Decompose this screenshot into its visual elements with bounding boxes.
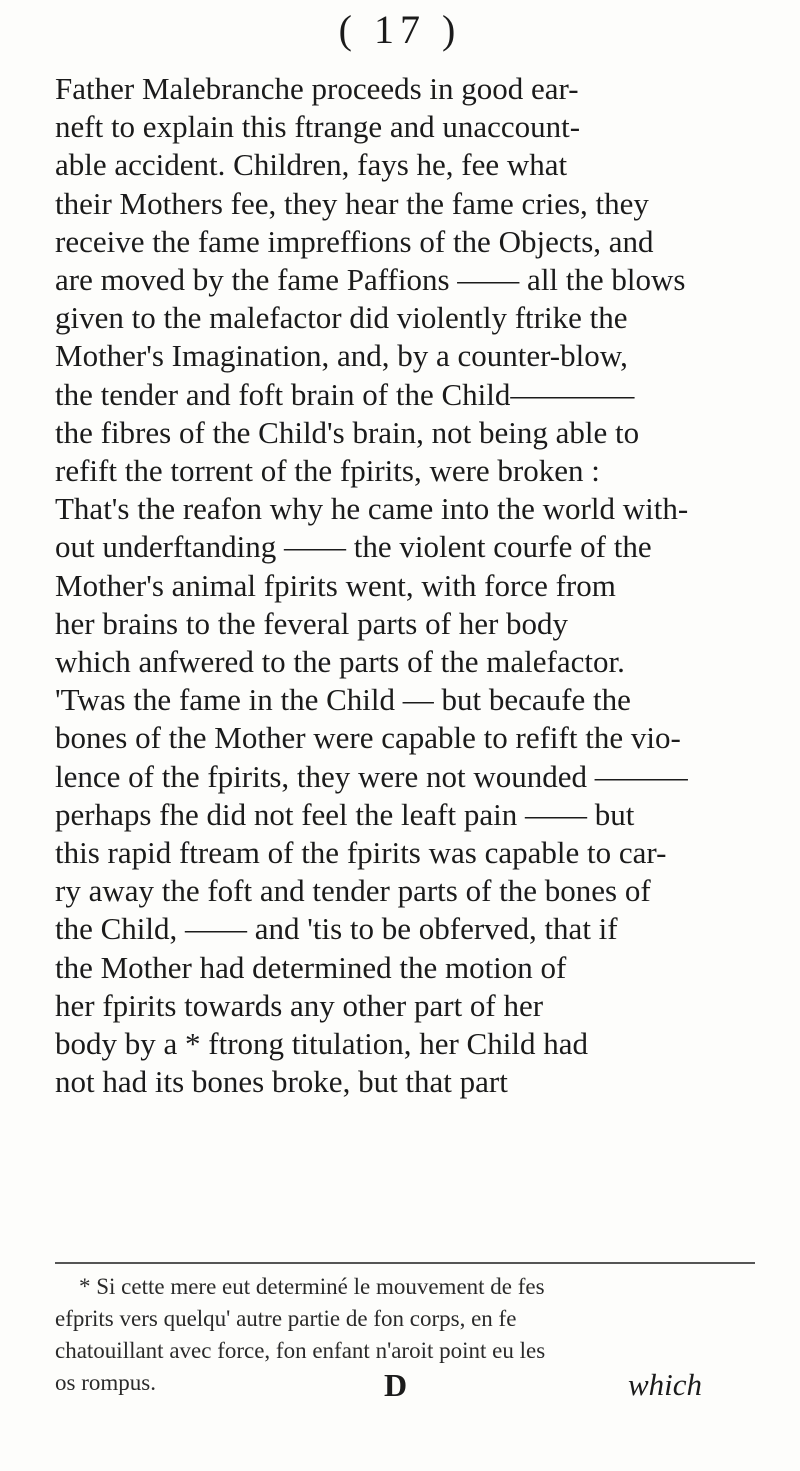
text-line: her fpirits towards any other part of her <box>55 987 544 1023</box>
text-line: the Mother had determined the motion of <box>55 949 567 985</box>
text-line: Father Malebranche proceeds in good ear- <box>55 71 579 106</box>
text-line: receive the fame impreffions of the Objects, and <box>55 223 654 259</box>
text-line: given to the malefactor did violently ftrike the <box>55 300 628 336</box>
text-line: refift the torrent of the fpirits, were broken : <box>55 453 600 489</box>
catchword: which <box>628 1367 703 1402</box>
text-line: the fibres of the Child's brain, not being able to <box>55 414 640 450</box>
footnote-line: os rompus. <box>55 1370 156 1395</box>
text-line: the tender and foft brain of the Child———— <box>55 376 635 412</box>
text-line: lence of the fpirits, they were not wounded ——— <box>55 758 688 794</box>
text-line: Mother's Imagination, and, by a counter-blow, <box>55 338 628 374</box>
footnote-line: efprits vers quelqu' autre partie de fon corps, en fe <box>55 1306 517 1331</box>
signature-mark: D <box>384 1367 408 1403</box>
text-line: not had its bones broke, but that part <box>55 1064 508 1100</box>
body-text <box>55 70 755 1101</box>
text-line: bones of the Mother were capable to refift the vio- <box>55 720 681 756</box>
page-number: ( 17 ) <box>338 7 462 52</box>
footnote-divider <box>55 1262 755 1264</box>
text-line: their Mothers fee, they hear the fame cries, they <box>55 185 649 221</box>
text-line: out underftanding —— the violent courfe of the <box>55 529 652 565</box>
text-line: which anfwered to the parts of the malefactor. <box>55 644 625 680</box>
text-line: That's the reafon why he came into the world with- <box>55 491 689 527</box>
text-line: are moved by the fame Paffions —— all the blows <box>55 262 686 298</box>
text-line: perhaps fhe did not feel the leaft pain —— but <box>55 796 635 832</box>
footnote-line: * Si cette mere eut determiné le mouvement de fes <box>79 1274 545 1299</box>
text-line: her brains to the feveral parts of her body <box>55 605 569 641</box>
text-line: body by a * ftrong titulation, her Child had <box>55 1026 588 1062</box>
text-line: 'Twas the fame in the Child — but becaufe the <box>55 682 631 718</box>
text-line: Mother's animal fpirits went, with force from <box>55 567 616 603</box>
text-line: the Child, —— and 'tis to be obferved, that if <box>55 911 618 947</box>
text-line: neft to explain this ftrange and unaccount- <box>55 109 581 145</box>
footnote-line: chatouillant avec force, fon enfant n'aroit point eu les <box>55 1338 546 1363</box>
text-line: ry away the foft and tender parts of the bones of <box>55 873 651 909</box>
text-line: this rapid ftream of the fpirits was capable to car- <box>55 835 667 871</box>
text-line: able accident. Children, fays he, fee what <box>55 147 568 183</box>
